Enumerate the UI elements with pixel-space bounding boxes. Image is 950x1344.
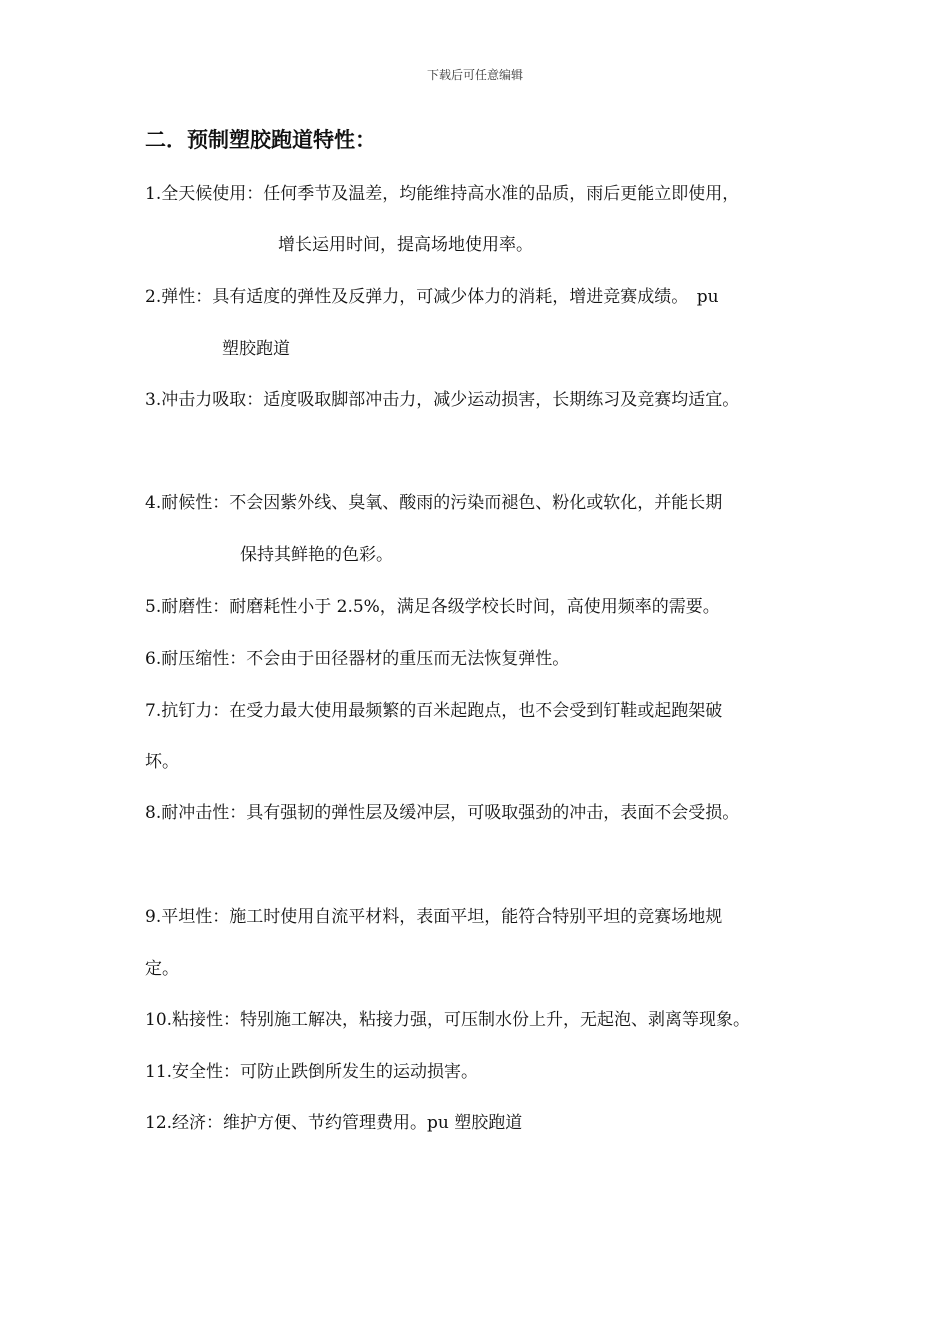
feature-9-line-2: 定。 (145, 959, 179, 979)
section-heading: 二．预制塑胶跑道特性： (145, 128, 376, 152)
feature-1-line-1: 1.全天候使用：任何季节及温差，均能维持高水准的品质，雨后更能立即使用， (145, 184, 740, 204)
feature-9-line-1: 9.平坦性：施工时使用自流平材料，表面平坦，能符合特别平坦的竞赛场地规 (145, 907, 723, 927)
feature-12-line-1: 12.经济：维护方便、节约管理费用。pu 塑胶跑道 (145, 1113, 523, 1133)
feature-2-line-2: 塑胶跑道 (222, 339, 290, 359)
feature-1-line-2: 增长运用时间，提高场地使用率。 (278, 235, 533, 255)
feature-8-line-1: 8.耐冲击性：具有强韧的弹性层及缓冲层，可吸取强劲的冲击，表面不会受损。 (145, 803, 740, 823)
feature-4-line-1: 4.耐候性：不会因紫外线、臭氧、酸雨的污染而褪色、粉化或软化，并能长期 (145, 493, 723, 513)
feature-7-line-1: 7.抗钉力：在受力最大使用最频繁的百米起跑点，也不会受到钉鞋或起跑架破 (145, 701, 723, 721)
feature-7-line-2: 坏。 (145, 752, 179, 772)
feature-5-line-1: 5.耐磨性：耐磨耗性小于 2.5%，满足各级学校长时间，高使用频率的需要。 (145, 597, 720, 617)
feature-3-line-1: 3.冲击力吸取：适度吸取脚部冲击力，减少运动损害，长期练习及竞赛均适宜。 (145, 390, 740, 410)
feature-6-line-1: 6.耐压缩性：不会由于田径器材的重压而无法恢复弹性。 (145, 649, 570, 669)
feature-2-line-1: 2.弹性：具有适度的弹性及反弹力，可减少体力的消耗，增进竞赛成绩。 pu (145, 287, 719, 307)
feature-10-line-1: 10.粘接性：特别施工解决，粘接力强，可压制水份上升，无起泡、剥离等现象。 (145, 1010, 751, 1030)
header-note: 下载后可任意编辑 (426, 68, 523, 82)
feature-11-line-1: 11.安全性：可防止跌倒所发生的运动损害。 (145, 1062, 479, 1082)
feature-4-line-2: 保持其鲜艳的色彩。 (240, 545, 393, 565)
